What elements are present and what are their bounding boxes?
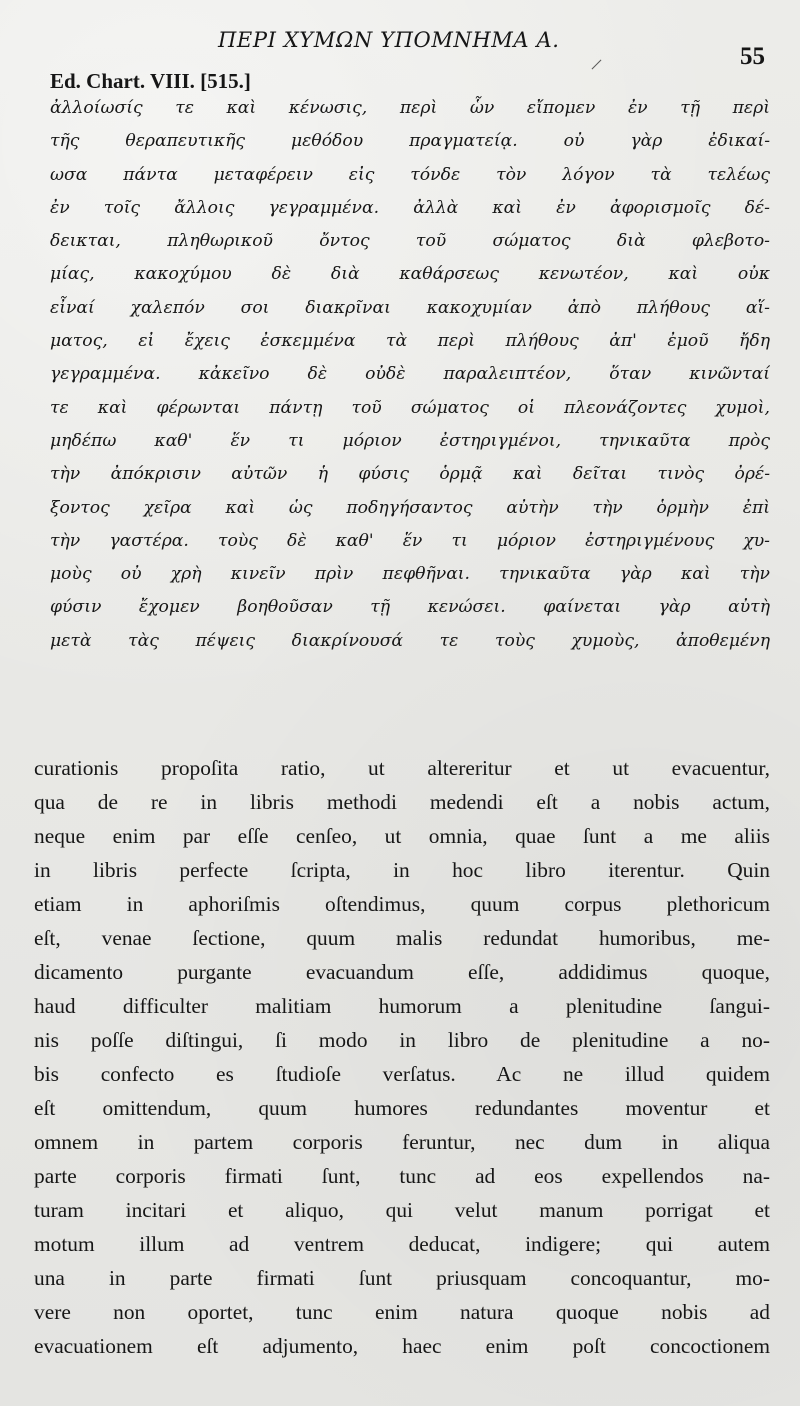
latin-text-line: curationis propoſita ratio, ut altereritur et ut evacuentur, [34,756,770,780]
greek-text-line: γεγραμμένα. κἀκεῖνο δὲ οὐδὲ παραλειπτέον, ὅταν κινῶνταί [50,364,770,385]
scan-mark [592,60,602,70]
greek-text-line: φύσιν ἔχομεν βοηθοῦσαν τῇ κενώσει. φαίνεται γὰρ αὐτὴ [50,597,770,618]
latin-text-line: neque enim par eſſe cenſeo, ut omnia, quae ſunt a me aliis [34,824,770,848]
latin-text-line: motum illum ad ventrem deducat, indigere; qui autem [34,1232,770,1256]
greek-text-line: μετὰ τὰς πέψεις διακρίνουσά τε τοὺς χυμοὺς, ἀποθεμένη [50,630,770,651]
page-number: 55 [740,43,765,70]
edition-reference: Ed. Chart. VIII. [515.] [50,69,251,93]
greek-text-line: μηδέπω καθ' ἕν τι μόριον ἐστηριγμένοι, τηνικαῦτα πρὸς [50,430,770,451]
greek-text-line: ωσα πάντα μεταφέρειν εἰς τόνδε τὸν λόγον τὰ τελέως [50,164,770,185]
latin-text-line: bis confecto es ſtudioſe verſatus. Ac ne illud quidem [34,1062,770,1086]
greek-text-line: εἶναί χαλεπόν σοι διακρῖναι κακοχυμίαν ἀπὸ πλήθους αἵ- [50,297,770,318]
latin-text-line: omnem in partem corporis feruntur, nec dum in aliqua [34,1130,770,1154]
greek-text-line: ματος, εἰ ἔχεις ἐσκεμμένα τὰ περὶ πλήθους ἀπ' ἐμοῦ ἤδη [50,331,770,352]
latin-text-line: haud difficulter malitiam humorum a plenitudine ſangui- [34,994,770,1018]
greek-text-line: μίας, κακοχύμου δὲ διὰ καθάρσεως κενωτέον, καὶ οὐκ [50,264,770,285]
latin-text-line: vere non oportet, tunc enim natura quoque nobis ad [34,1300,770,1324]
latin-text-line: parte corporis firmati ſunt, tunc ad eos expellendos na- [34,1164,770,1188]
latin-text-line: etiam in aphoriſmis oſtendimus, quum corpus plethoricum [34,892,770,916]
latin-text-line: dicamento purgante evacuandum eſſe, addidimus quoque, [34,960,770,984]
greek-text-line: τὴν ἀπόκρισιν αὐτῶν ἡ φύσις ὁρμᾷ καὶ δεῖται τινὸς ὀρέ- [50,464,770,485]
greek-text-block [50,92,770,658]
latin-text-line: eſt omittendum, quum humores redundantes moventur et [34,1096,770,1120]
latin-text-line: eſt, venae ſectione, quum malis redundat humoribus, me- [34,926,770,950]
greek-text-line: δεικται, πληθωρικοῦ ὄντος τοῦ σώματος διὰ φλεβοτο- [50,231,770,252]
latin-text-line: una in parte firmati ſunt priusquam concoquantur, mo- [34,1266,770,1290]
latin-text-line: in libris perfecte ſcripta, in hoc libro iterentur. Quin [34,858,770,882]
greek-text-line: τε καὶ φέρωνται πάντῃ τοῦ σώματος οἱ πλεονάζοντες χυμοὶ, [50,397,770,418]
running-head: ΠΕΡΙ ΧΥΜΩΝ ΥΠΟΜΝΗΜΑ Α. [218,28,560,52]
latin-text-line: evacuationem eſt adjumento, haec enim poſt concoctionem [34,1334,770,1358]
greek-text-line: ἐν τοῖς ἄλλοις γεγραμμένα. ἀλλὰ καὶ ἐν ἀφορισμοῖς δέ- [50,197,770,218]
latin-translation-block [34,751,770,1363]
greek-text-line: ξοντος χεῖρα καὶ ὡς ποδηγήσαντος αὐτὴν τὴν ὁρμὴν ἐπὶ [50,497,770,518]
latin-text-line: nis poſſe diſtingui, ſi modo in libro de plenitudine a no- [34,1028,770,1052]
greek-text-line: μοὺς οὐ χρὴ κινεῖν πρὶν πεφθῆναι. τηνικαῦτα γὰρ καὶ τὴν [50,564,770,585]
greek-text-line: τῆς θεραπευτικῆς μεθόδου πραγματείᾳ. οὐ γὰρ ἐδικαί- [50,131,770,152]
reverse-page-bleed-through [250,713,770,739]
greek-text-line: τὴν γαστέρα. τοὺς δὲ καθ' ἕν τι μόριον ἐστηριγμένους χυ- [50,530,770,551]
latin-text-line: turam incitari et aliquo, qui velut manum porrigat et [34,1198,770,1222]
greek-text-line: ἀλλοίωσίς τε καὶ κένωσις, περὶ ὧν εἴπομεν ἐν τῇ περὶ [50,98,770,118]
latin-text-line: qua de re in libris methodi medendi eſt a nobis actum, [34,790,770,814]
